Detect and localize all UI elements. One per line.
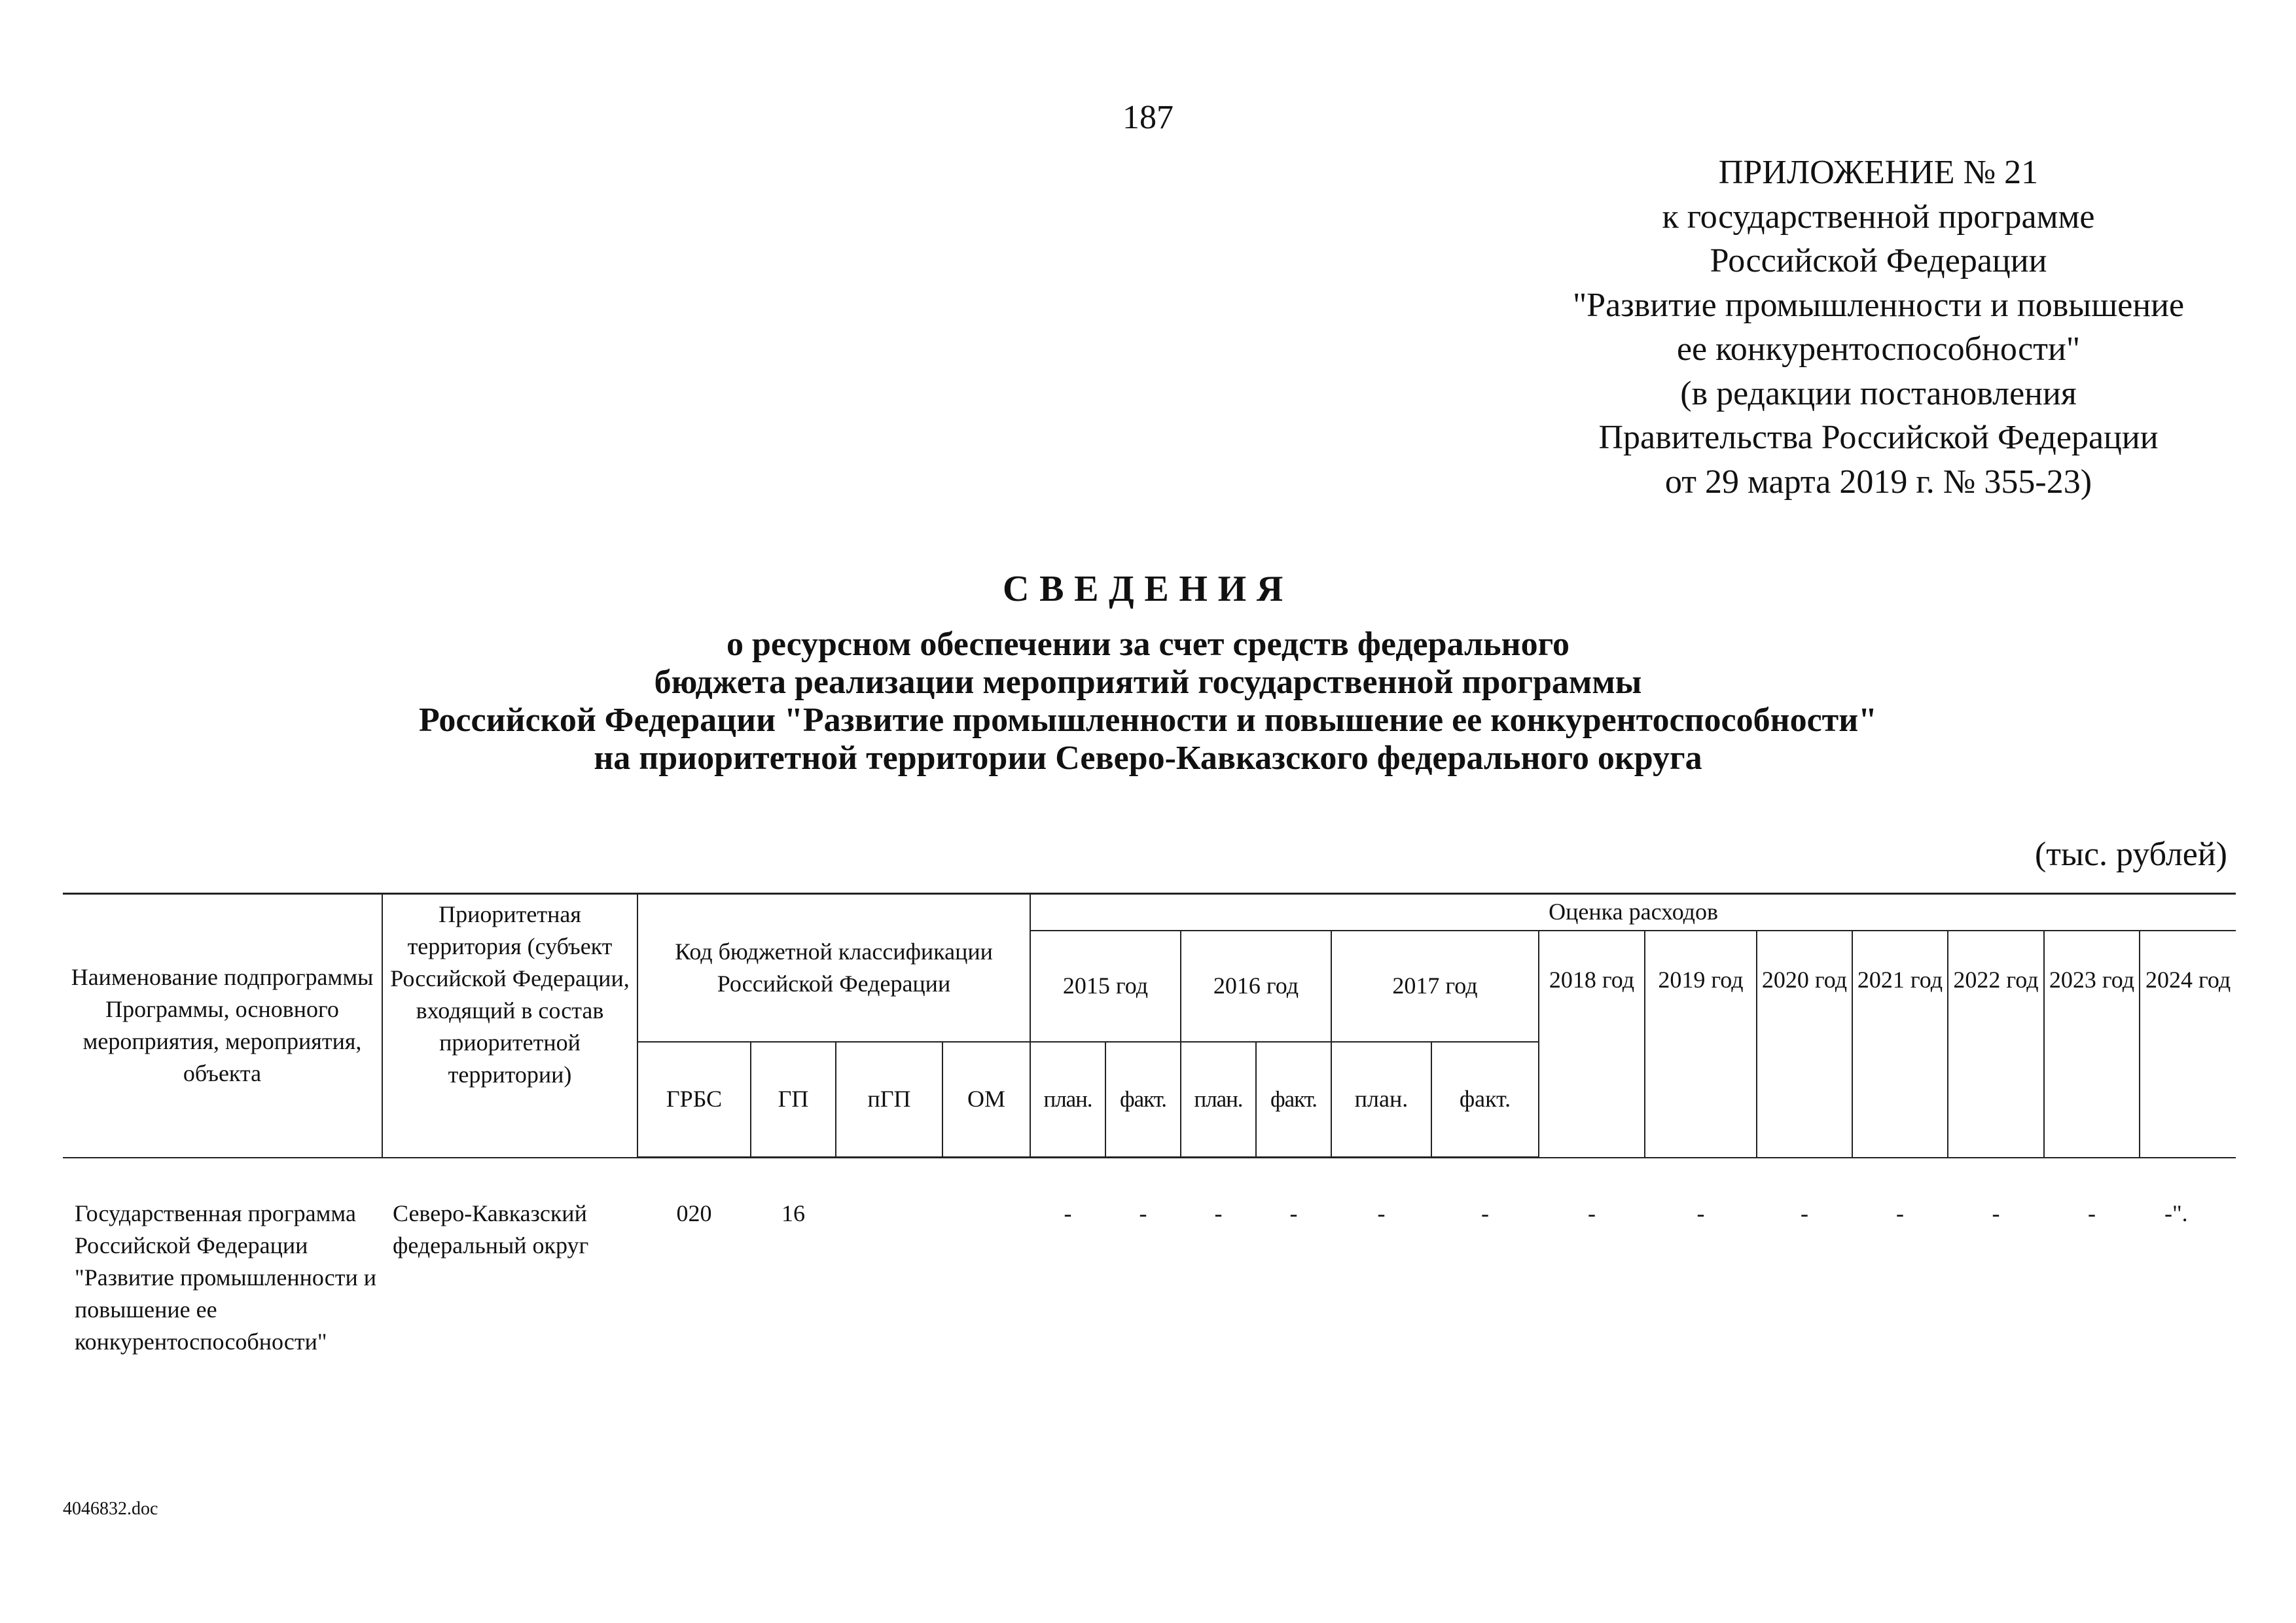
header-year-2022: 2022 год <box>1948 931 2044 1158</box>
appendix-line: (в редакции постановления <box>1680 374 2077 412</box>
row-value: -". <box>2164 1200 2188 1226</box>
appendix-line: от 29 марта 2019 г. № 355-23) <box>1664 463 2092 501</box>
header-year-2020: 2020 год <box>1757 931 1852 1158</box>
row-territory: Северо-Кавказский федеральный округ <box>393 1200 589 1258</box>
row-gp: 16 <box>781 1200 805 1226</box>
header-fact-2016: факт. <box>1256 1042 1331 1158</box>
document-title: СВЕДЕНИЯ <box>1002 569 1294 609</box>
header-gp: ГП <box>751 1042 836 1158</box>
row-value: - <box>1896 1200 1904 1226</box>
row-value: - <box>2088 1200 2096 1226</box>
header-plan-2016: план. <box>1181 1042 1256 1158</box>
header-year-2015: 2015 год <box>1030 931 1181 1042</box>
row-value: - <box>1289 1200 1298 1226</box>
row-value: - <box>1064 1200 1072 1226</box>
footer-filename: 4046832.doc <box>63 1499 158 1519</box>
page-number: 187 <box>1122 99 1174 136</box>
row-value: - <box>1481 1200 1489 1226</box>
row-grbs: 020 <box>676 1200 712 1226</box>
row-name: Государственная программа Российской Федерации "Развитие промышленности и повышение ее конкурентоспособности" <box>75 1200 377 1355</box>
appendix-line: ПРИЛОЖЕНИЕ № 21 <box>1718 154 2039 191</box>
appendix-line: Правительства Российской Федерации <box>1598 419 2159 456</box>
subtitle-line: о ресурсном обеспечении за счет средств федерального <box>726 626 1570 663</box>
subtitle-line: на приоритетной территории Северо-Кавказского федерального округа <box>594 740 1702 777</box>
header-name: Наименование подпрограммы Программы, основного мероприятия, мероприятия, объекта <box>63 894 382 1158</box>
header-territory: Приоритетная территория (субъект Российской Федерации, входящий в состав приоритетной территории) <box>382 894 637 1158</box>
row-value: - <box>1139 1200 1147 1226</box>
header-expenses: Оценка расходов <box>1030 894 2236 931</box>
appendix-line: к государственной программе <box>1662 198 2095 236</box>
row-value: - <box>1992 1200 2000 1226</box>
document-subtitle <box>0 626 2296 777</box>
header-plan-2017: план. <box>1331 1042 1431 1158</box>
header-pgp: пГП <box>836 1042 942 1158</box>
row-value: - <box>1588 1200 1596 1226</box>
table-row <box>63 1158 2236 1359</box>
row-value: - <box>1801 1200 1808 1226</box>
row-value: - <box>1377 1200 1386 1226</box>
appendix-line: Российской Федерации <box>1710 242 2047 279</box>
subtitle-line: Российской Федерации "Развитие промышленности и повышение ее конкурентоспособности" <box>418 702 1878 739</box>
header-year-2018: 2018 год <box>1539 931 1645 1158</box>
header-year-2019: 2019 год <box>1645 931 1757 1158</box>
header-fact-2015: факт. <box>1105 1042 1181 1158</box>
header-grbs: ГРБС <box>637 1042 751 1158</box>
row-value: - <box>1214 1200 1223 1226</box>
header-year-2024: 2024 год <box>2140 931 2236 1158</box>
subtitle-line: бюджета реализации мероприятий государственной программы <box>654 664 1642 701</box>
header-year-2021: 2021 год <box>1852 931 1948 1158</box>
appendix-line: ее конкурентоспособности" <box>1676 330 2081 368</box>
header-budget-code: Код бюджетной классификации Российской Федерации <box>637 894 1030 1042</box>
header-year-2016: 2016 год <box>1181 931 1331 1042</box>
resource-table <box>63 893 2236 1359</box>
row-om <box>942 1158 1030 1359</box>
appendix-line: "Развитие промышленности и повышение <box>1572 286 2185 324</box>
header-year-2017: 2017 год <box>1331 931 1539 1042</box>
appendix-block <box>1460 151 2296 504</box>
header-fact-2017: факт. <box>1431 1042 1539 1158</box>
header-om: ОМ <box>942 1042 1030 1158</box>
units-label: (тыс. рублей) <box>2034 836 2227 873</box>
header-year-2023: 2023 год <box>2044 931 2140 1158</box>
header-plan-2015: план. <box>1030 1042 1105 1158</box>
row-pgp <box>836 1158 942 1359</box>
row-value: - <box>1696 1200 1705 1226</box>
